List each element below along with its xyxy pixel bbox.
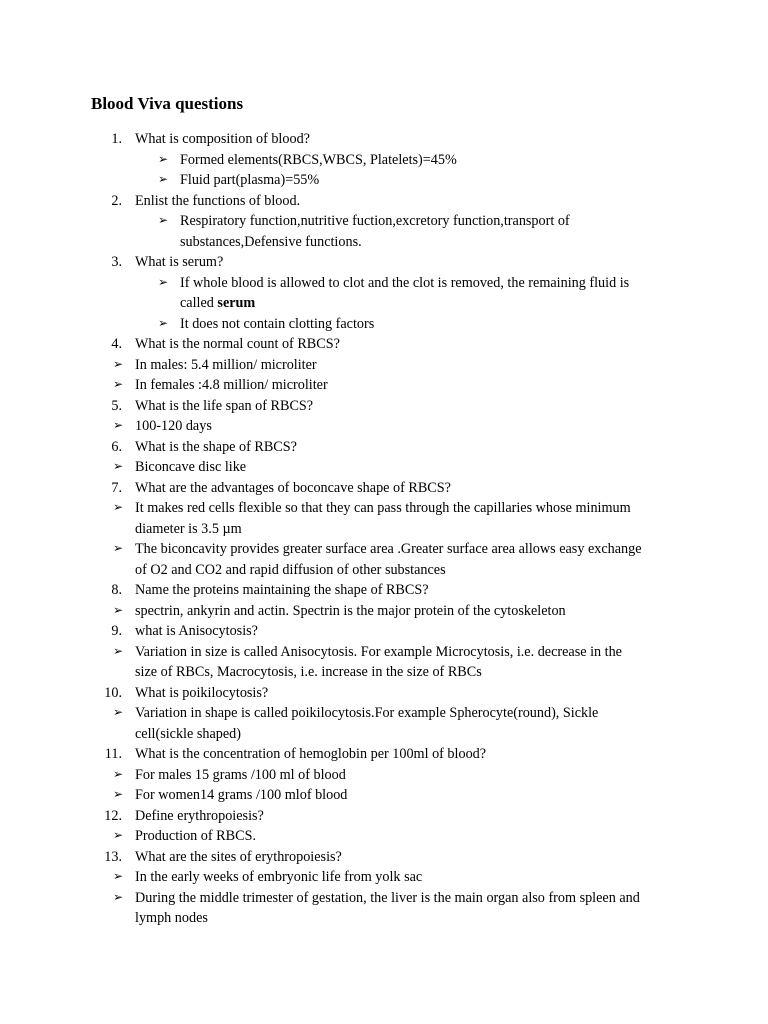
line-text: Define erythropoiesis? bbox=[135, 807, 264, 824]
answer-text bbox=[135, 765, 346, 786]
line-text: lymph nodes bbox=[135, 910, 208, 926]
arrow-bullet-icon: ➢ bbox=[113, 602, 124, 617]
line-text: Variation in shape is called poikilocytosis.For example Spherocyte(round), Sickle bbox=[135, 705, 599, 721]
arrow-bullet-icon: ➢ bbox=[113, 500, 124, 514]
line-text: Name the proteins maintaining the shape of RBCS? bbox=[135, 582, 429, 598]
answer-text bbox=[135, 642, 622, 663]
answer-text bbox=[135, 908, 208, 929]
question-text bbox=[135, 847, 342, 868]
question-text bbox=[135, 683, 268, 704]
arrow-bullet-icon: ➢ bbox=[113, 643, 124, 658]
line-text: It makes red cells flexible so that they can pass through the capillaries whose minimum bbox=[135, 500, 631, 516]
line-text: What are the sites of erythropoiesis? bbox=[135, 848, 342, 865]
answer-text bbox=[180, 211, 570, 232]
question-text bbox=[135, 478, 451, 499]
line-text: substances,Defensive functions. bbox=[180, 233, 362, 250]
line-text: size of RBCs, Macrocytosis, i.e. increase in the size of RBCs bbox=[135, 664, 482, 680]
arrow-bullet-icon: ➢ bbox=[158, 274, 169, 289]
arrow-bullet-icon: ➢ bbox=[158, 213, 169, 227]
answer-text bbox=[135, 498, 631, 519]
arrow-bullet-icon: ➢ bbox=[158, 172, 169, 186]
line-text: For males 15 grams /100 ml of blood bbox=[135, 766, 346, 783]
question-text bbox=[135, 621, 258, 642]
line-text: What is composition of blood? bbox=[135, 131, 310, 147]
arrow-bullet-icon: ➢ bbox=[113, 705, 124, 719]
question-number: 5. bbox=[111, 397, 122, 414]
question-text bbox=[135, 806, 264, 827]
answer-text bbox=[135, 724, 241, 745]
line-text: In the early weeks of embryonic life from yolk sac bbox=[135, 869, 423, 885]
line-text: Variation in size is called Anisocytosis. For example Microcytosis, i.e. decrease in the bbox=[135, 643, 622, 660]
arrow-bullet-icon: ➢ bbox=[113, 787, 124, 801]
line-text: Biconcave disc like bbox=[135, 459, 247, 475]
line-text: What is poikilocytosis? bbox=[135, 684, 269, 701]
question-number: 6. bbox=[111, 438, 122, 455]
answer-text bbox=[135, 867, 422, 888]
answer-text bbox=[135, 826, 256, 847]
question-text bbox=[135, 437, 297, 458]
line-text: what is Anisocytosis? bbox=[135, 623, 258, 639]
line-text: cell(sickle shaped) bbox=[135, 725, 241, 742]
answer-text bbox=[135, 662, 482, 683]
question-text bbox=[135, 252, 223, 273]
question-text bbox=[135, 744, 486, 765]
line-text: If whole blood is allowed to clot and the clot is removed, the remaining fluid is bbox=[180, 274, 630, 291]
question-number: 11. bbox=[104, 746, 122, 762]
answer-text bbox=[135, 375, 328, 396]
answer-text bbox=[180, 150, 457, 171]
answer-text bbox=[180, 314, 374, 335]
line-text: For women14 grams /100 mlof blood bbox=[135, 787, 348, 803]
line-text: What is the normal count of RBCS? bbox=[135, 336, 340, 352]
line-text: spectrin, ankyrin and actin. Spectrin is the major protein of the cytoskeleton bbox=[135, 602, 566, 619]
document-title: Blood Viva questions bbox=[91, 94, 244, 113]
arrow-bullet-icon: ➢ bbox=[113, 356, 124, 371]
arrow-bullet-icon: ➢ bbox=[113, 766, 124, 781]
answer-text bbox=[135, 355, 317, 376]
arrow-bullet-icon: ➢ bbox=[158, 151, 169, 166]
line-text: called bbox=[180, 295, 218, 311]
answer-text bbox=[180, 293, 255, 314]
arrow-bullet-icon: ➢ bbox=[113, 418, 124, 432]
answer-text bbox=[180, 273, 629, 294]
question-text bbox=[135, 129, 310, 150]
line-text: diameter is 3.5 µm bbox=[135, 520, 242, 537]
question-number: 7. bbox=[111, 479, 122, 496]
line-text: 100-120 days bbox=[135, 418, 212, 434]
line-text: What are the advantages of boconcave shape of RBCS? bbox=[135, 479, 451, 496]
line-text: What is serum? bbox=[135, 254, 224, 270]
question-number: 1. bbox=[111, 131, 122, 147]
answer-text bbox=[135, 416, 212, 437]
line-text: Production of RBCS. bbox=[135, 828, 257, 844]
arrow-bullet-icon: ➢ bbox=[113, 541, 124, 555]
answer-text bbox=[135, 888, 640, 909]
line-text: In males: 5.4 million/ microliter bbox=[135, 356, 317, 373]
answer-text bbox=[135, 785, 347, 806]
line-text: Fluid part(plasma)=55% bbox=[180, 172, 320, 188]
question-number: 3. bbox=[111, 254, 122, 270]
question-number: 13. bbox=[104, 848, 122, 865]
answer-text bbox=[135, 457, 246, 478]
question-text bbox=[135, 334, 340, 355]
arrow-bullet-icon: ➢ bbox=[113, 869, 124, 883]
arrow-bullet-icon: ➢ bbox=[158, 315, 169, 330]
line-text: Enlist the functions of blood. bbox=[135, 192, 301, 209]
line-text: Respiratory function,nutritive fuction,excretory function,transport of bbox=[180, 213, 570, 229]
question-text bbox=[135, 191, 300, 212]
arrow-bullet-icon: ➢ bbox=[113, 828, 124, 842]
answer-text bbox=[135, 601, 566, 622]
arrow-bullet-icon: ➢ bbox=[113, 377, 124, 391]
line-text: The biconcavity provides greater surface area .Greater surface area allows easy exchange bbox=[135, 541, 642, 557]
question-number: 10. bbox=[104, 684, 122, 701]
line-text: Formed elements(RBCS,WBCS, Platelets)=45% bbox=[180, 151, 457, 168]
question-number: 4. bbox=[111, 336, 122, 352]
line-text: What is the concentration of hemoglobin per 100ml of blood? bbox=[135, 746, 487, 762]
answer-text bbox=[135, 560, 446, 581]
line-text: What is the shape of RBCS? bbox=[135, 438, 297, 455]
answer-text bbox=[135, 539, 642, 560]
answer-text bbox=[135, 703, 598, 724]
line-text: In females :4.8 million/ microliter bbox=[135, 377, 328, 393]
answer-text bbox=[180, 170, 319, 191]
arrow-bullet-icon: ➢ bbox=[113, 889, 124, 904]
question-number: 8. bbox=[111, 582, 122, 598]
line-text: of O2 and CO2 and rapid diffusion of other substances bbox=[135, 561, 446, 578]
question-number: 2. bbox=[111, 192, 122, 209]
question-number: 12. bbox=[104, 807, 122, 824]
answer-text bbox=[180, 232, 362, 253]
line-text: During the middle trimester of gestation, the liver is the main organ also from spleen and bbox=[135, 889, 640, 906]
line-text: It does not contain clotting factors bbox=[180, 315, 375, 332]
bold-term: serum bbox=[217, 295, 256, 311]
arrow-bullet-icon: ➢ bbox=[113, 459, 124, 473]
question-number: 9. bbox=[111, 623, 122, 639]
question-text bbox=[135, 580, 429, 601]
answer-text bbox=[135, 519, 242, 540]
question-text bbox=[135, 396, 313, 417]
line-text: What is the life span of RBCS? bbox=[135, 397, 314, 414]
